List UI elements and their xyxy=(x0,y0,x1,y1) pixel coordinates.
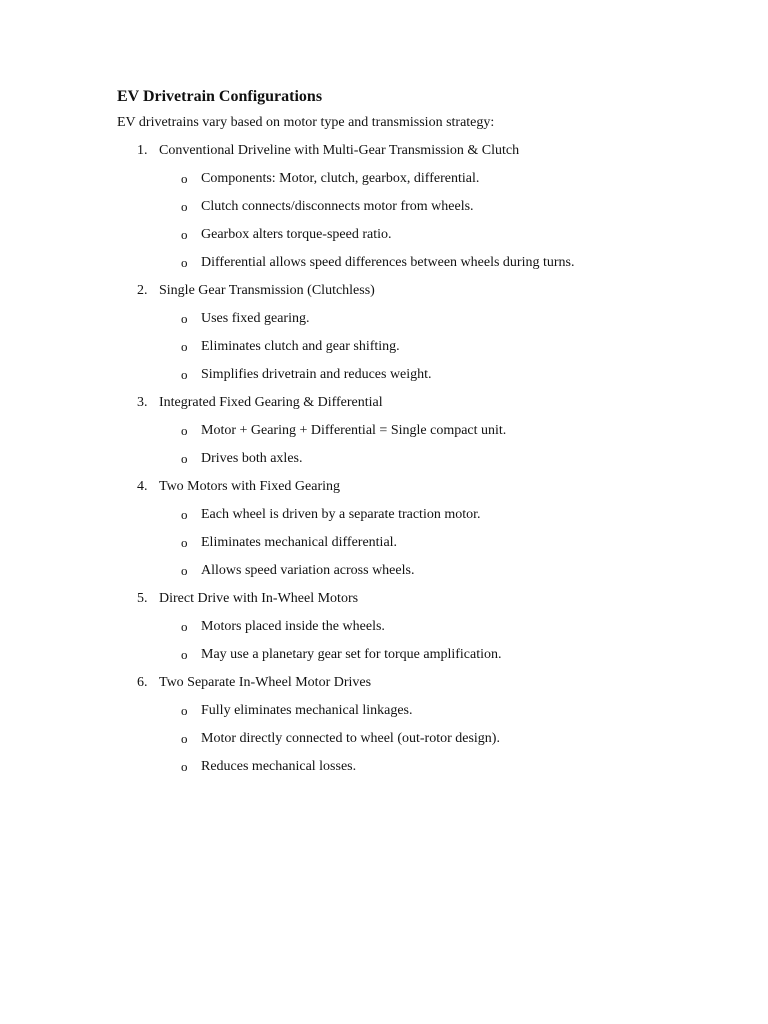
section-number: 6. xyxy=(137,675,148,690)
list-item xyxy=(117,338,737,356)
hollow-bullet-icon: o xyxy=(181,423,188,438)
section-label: Direct Drive with In-Wheel Motors xyxy=(159,591,359,606)
hollow-bullet-icon: o xyxy=(181,171,188,186)
section-number: 5. xyxy=(137,591,148,606)
section-number: 3. xyxy=(137,395,148,410)
list-item-text: Reduces mechanical losses. xyxy=(201,759,357,774)
list-section xyxy=(117,394,737,468)
list-item-text: Drives both axles. xyxy=(201,451,303,466)
list-item-text: Eliminates clutch and gear shifting. xyxy=(201,339,400,354)
hollow-bullet-icon: o xyxy=(181,535,188,550)
hollow-bullet-icon: o xyxy=(181,367,188,382)
hollow-bullet-icon: o xyxy=(181,507,188,522)
list-item xyxy=(117,254,737,272)
list-item-text: May use a planetary gear set for torque amplification. xyxy=(201,647,502,662)
section-label: Single Gear Transmission (Clutchless) xyxy=(159,283,375,298)
section-number: 2. xyxy=(137,283,148,298)
list-item xyxy=(117,366,737,384)
list-item-text: Clutch connects/disconnects motor from wheels. xyxy=(201,199,474,214)
section-heading xyxy=(117,282,737,300)
list-item-text: Fully eliminates mechanical linkages. xyxy=(201,703,413,718)
list-item xyxy=(117,758,737,776)
hollow-bullet-icon: o xyxy=(181,339,188,354)
sub-item-list xyxy=(117,506,737,580)
intro-paragraph: EV drivetrains vary based on motor type and transmission strategy: xyxy=(117,115,495,130)
hollow-bullet-icon: o xyxy=(181,759,188,774)
list-item-text: Each wheel is driven by a separate traction motor. xyxy=(201,507,481,522)
list-item xyxy=(117,534,737,552)
sub-item-list xyxy=(117,422,737,468)
list-item xyxy=(117,618,737,636)
hollow-bullet-icon: o xyxy=(181,199,188,214)
list-item xyxy=(117,226,737,244)
list-item xyxy=(117,506,737,524)
hollow-bullet-icon: o xyxy=(181,255,188,270)
section-label: Two Motors with Fixed Gearing xyxy=(159,479,341,494)
section-heading xyxy=(117,394,737,412)
list-item xyxy=(117,198,737,216)
list-item xyxy=(117,702,737,720)
hollow-bullet-icon: o xyxy=(181,647,188,662)
section-number: 1. xyxy=(137,143,148,158)
list-section xyxy=(117,142,737,272)
document-page xyxy=(117,86,737,786)
list-item xyxy=(117,310,737,328)
list-item-text: Eliminates mechanical differential. xyxy=(201,535,398,550)
sub-item-list xyxy=(117,702,737,776)
section-label: Conventional Driveline with Multi-Gear Transmission & Clutch xyxy=(159,143,520,158)
list-item-text: Allows speed variation across wheels. xyxy=(201,563,415,578)
list-item xyxy=(117,562,737,580)
page-title: EV Drivetrain Configurations xyxy=(117,88,323,105)
section-label: Two Separate In-Wheel Motor Drives xyxy=(159,675,372,690)
hollow-bullet-icon: o xyxy=(181,227,188,242)
hollow-bullet-icon: o xyxy=(181,619,188,634)
list-section xyxy=(117,590,737,664)
hollow-bullet-icon: o xyxy=(181,563,188,578)
list-item xyxy=(117,730,737,748)
hollow-bullet-icon: o xyxy=(181,731,188,746)
section-heading xyxy=(117,142,737,160)
list-item-text: Simplifies drivetrain and reduces weight. xyxy=(201,367,432,382)
hollow-bullet-icon: o xyxy=(181,451,188,466)
list-item-text: Differential allows speed differences between wheels during turns. xyxy=(201,255,575,270)
list-section xyxy=(117,674,737,776)
section-label: Integrated Fixed Gearing & Differential xyxy=(159,395,383,410)
sub-item-list xyxy=(117,618,737,664)
section-number: 4. xyxy=(137,479,148,494)
sub-item-list xyxy=(117,170,737,272)
list-item xyxy=(117,646,737,664)
list-section xyxy=(117,478,737,580)
list-item-text: Motor + Gearing + Differential = Single compact unit. xyxy=(201,423,507,438)
list-section xyxy=(117,282,737,384)
section-heading xyxy=(117,590,737,608)
list-item-text: Motors placed inside the wheels. xyxy=(201,619,385,634)
hollow-bullet-icon: o xyxy=(181,311,188,326)
sub-item-list xyxy=(117,310,737,384)
list-item xyxy=(117,170,737,188)
hollow-bullet-icon: o xyxy=(181,703,188,718)
section-heading xyxy=(117,478,737,496)
list-item xyxy=(117,450,737,468)
configuration-list xyxy=(117,142,737,776)
list-item-text: Components: Motor, clutch, gearbox, differential. xyxy=(201,171,480,186)
list-item xyxy=(117,422,737,440)
list-item-text: Gearbox alters torque-speed ratio. xyxy=(201,227,392,242)
section-heading xyxy=(117,674,737,692)
list-item-text: Motor directly connected to wheel (out-rotor design). xyxy=(201,731,500,746)
list-item-text: Uses fixed gearing. xyxy=(201,311,310,326)
